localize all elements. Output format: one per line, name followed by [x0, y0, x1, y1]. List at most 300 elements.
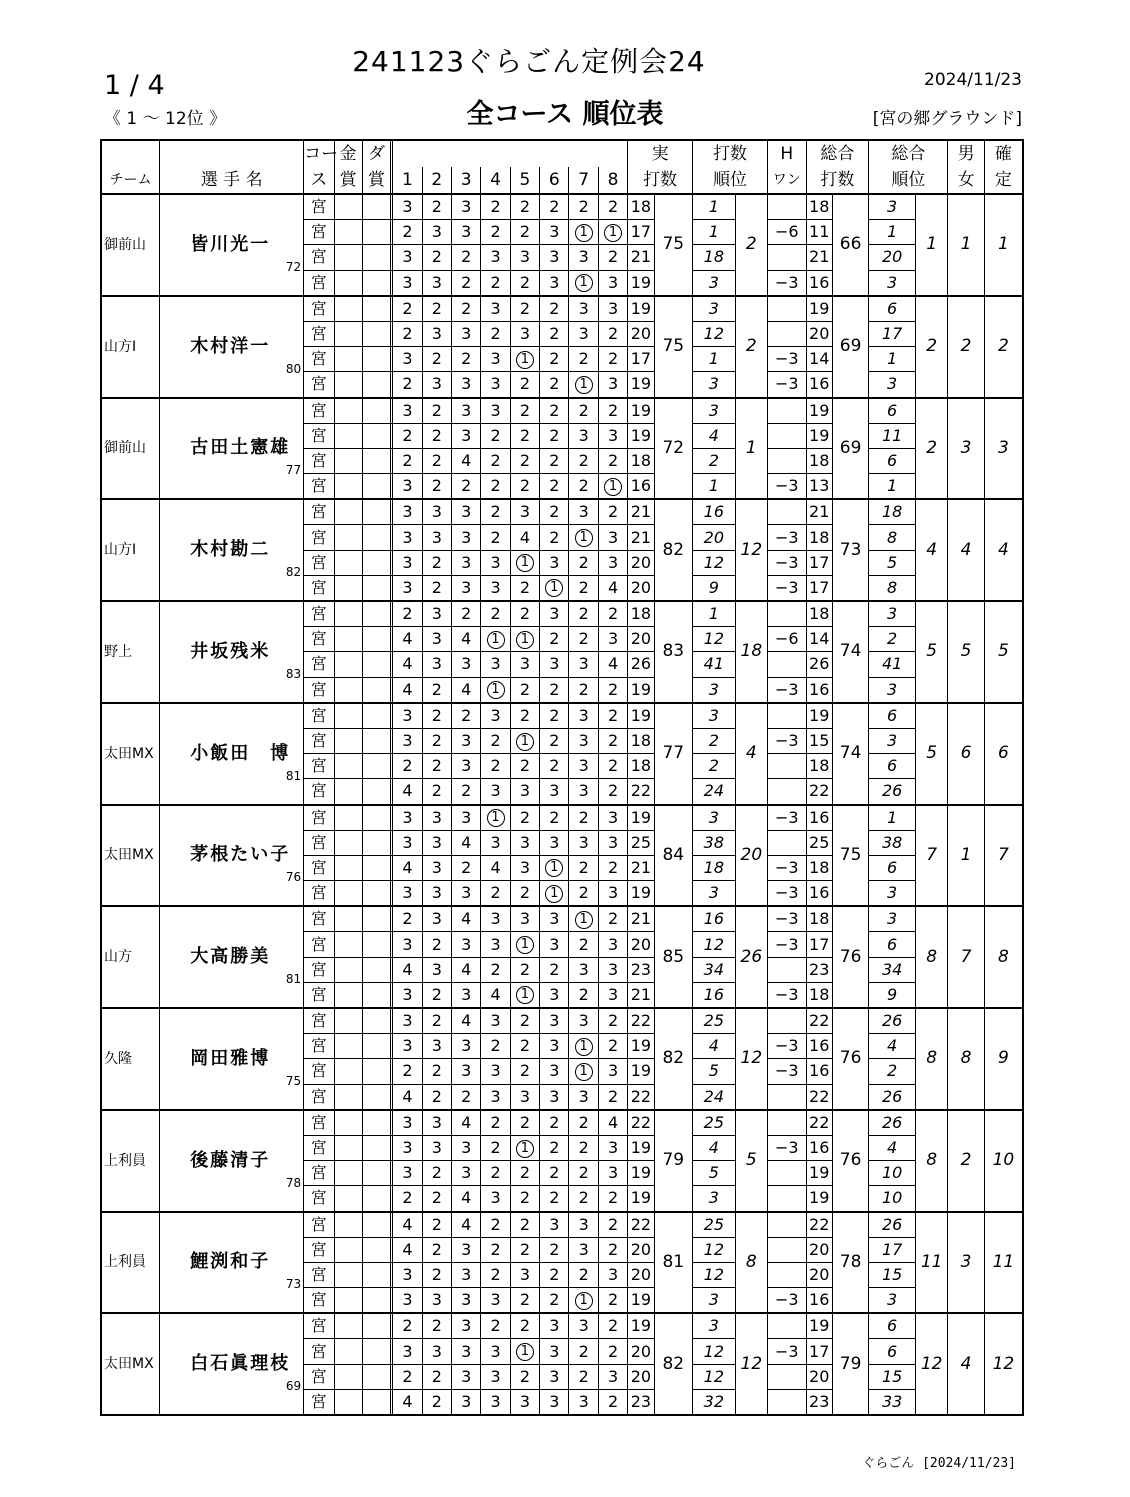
hole-score	[569, 1364, 598, 1389]
hole-score	[451, 1059, 480, 1084]
gender-rank: 1	[948, 194, 984, 296]
hole-score-value: 2	[490, 222, 501, 242]
final-rank: 11	[984, 1212, 1023, 1314]
col-strokes-rank: 打数	[693, 140, 768, 167]
hole-score	[510, 1389, 539, 1415]
round-rank: 9	[693, 575, 736, 601]
course-cell: 宮	[304, 1084, 334, 1110]
course-cell: 宮	[304, 1313, 334, 1339]
hole-score	[481, 1008, 510, 1034]
hole-score	[569, 703, 598, 729]
standings-table: コー 金 ダ 実 打数 H 総合 総合 男 確 チーム 選 手 名 ス 賞 賞 1 2 3 4 5 6 7 8 打数 順位 ワン 打数 順位 女 定 御前山 皆川光一 72 宮 3 2 3 2 2 2 2 2 18 75 1 2 18 66 3 1 1 1 宮 2 3 3 2 2 3 1 1 17 1 −6 11 1 宮 3 2 2 3 3 3 3 2 21 18 21 20 宮 3 3 2 2 2 3 1 3 19 3 −3 16 3 山方Ⅰ 木村洋一 80 宮 2 2 2 3 2 2 3 3 19 75 3 2 19 69 6 2 2 2 宮 2 3 3 2 3 2 3 2 20 12 20 17 宮 3 2 2 3 1 2 2 2 17 1 −3 14 1 宮 2 3 3 3 2 2 1 3 19 3 −3 16 3 御前山 古田土憲雄 77 宮 3 2 3 3 2 2 2 2 19 72 3 1 19 69 6 2 3 3 宮 2 2 3 2 2 2 3 3 19 4 19 11 宮 2 2 4 2 2 2 2 2 18 2 18 6 宮 3 2 2 2 2 2 2 1 16 1 −3 13 1 山方Ⅰ 木村勘二 82 宮 3 3 3 2 3 2 3 2 21 82 16 12 21 73 18 4 4 4 宮 3 3 3 2 4 2 1 3 21 20 −3 18 8 宮 3 2 3 3 1 3 2 3 20 12 −3 17 5 宮 3 2 3 3 2 1 2 4 20 9 −3 17 8 野上 井坂残米 83 宮 2 3 2 2 2 3 2 2 18 83 1 18 18 74 3 5 5 5 宮 4 3 4 1 1 2 2 3 20 12 −6 14 2 宮 4 3 3 3 3 3 3 4 26 41 26 41 宮 4 2 4 1 2 2 2 2 19 3 −3 16 3 太田MX 小飯田 博 81 宮 3 2 2 3 2 2 3 2 19 77 3 4 19 74 6 5 6 6 宮 3 2 3 2 1 2 3 2 18 2 −3 15 3 宮 2 2 3 2 2 2 3 2 18 2 18 6 宮 4 2 2 3 3 3 3 2 22 24 22 26 太田MX 茅根たい子 76 宮 3 3 3 1 2 2 2 3 19 84 3 20 −3 16 75 1 7 1 7 宮 3 3 4 3 3 3 3 3 25 38 25 38 宮 4 3 2 4 3 1 2 2 21 18 −3 18 6 宮 3 3 3 2 2 1 2 3 19 3 −3 16 3 山方 大高勝美 81 宮 2 3 4 3 3 3 1 2 21 85 16 26 −3 18 76 3 8 7 8 宮 3 2 3 3 1 3 2 3 20 12 −3 17 6 宮 4 3 4 2 2 2 3 3 23 34 23 34 宮 3 2 3 4 1 3 2 3 21 16 −3 18 9 久隆 岡田雅博 75 宮 3 2 4 3 2 3 3 2 22 82 25 12 22 76 26 8 8 9 宮 3 3 3 2 2 3 1 2 19 4 −3 16 4 宮 2 2 3 3 2 3 1 3 19 5 −3 16 2 宮 4 2 2 3 3 3 3 2 22 24 22 26 上利員 後藤清子 78 宮 3 3 4 2 2 2 2 4 22 79 25 5 22 76 26 8 2 10 宮 3 3 3 2 1 2 2 3 19 4 −3 16 4 宮 3 2 3 2 2 2 2 3 19 5 19 10 宮 2 2 4 3 2 2 2 2 19 3 19 10 上利員 鯉渕和子 73 宮 4 2 4 2 2 3 3 2 22 81 25 8 22 78 26 11 3 11 宮 4 2 3 2 2 2 3 2 20 12 20 17 宮 3 2 3 2 3 2 2 3 20 12 20 15 宮 3 3 3 3 2 2 1 2 19 3 −3 16 3 太田MX 白石眞理枝 69 宮 2 2 3 2 2 3 3 2 19 82 3 12 19 79 6 12 4 12 宮 3 3 3 3 1 3 2 2 20 12 −3 17 6 宮 2 2 3 3 2 3 2 3 20 12 20 15 宮 4 2 3 3 3 3 3 2 23 32 23 33	[100, 139, 1024, 1416]
gold-prize-cell	[334, 499, 362, 525]
hole-score	[510, 296, 539, 322]
gold-prize-cell	[334, 1389, 362, 1415]
hole-score-value: 3	[461, 883, 472, 903]
hole-score-value: 2	[431, 1188, 442, 1208]
hole-score	[510, 601, 539, 627]
round-total: 17	[806, 575, 832, 601]
hole-score-value: 2	[431, 1011, 442, 1031]
hole-score-value: 3	[549, 604, 560, 624]
hole-score-value: 3	[549, 934, 560, 954]
hole-score-value: 2	[490, 731, 501, 751]
hole-score	[510, 932, 539, 957]
hole-score-value: 2	[607, 857, 619, 877]
round-sum: 22	[628, 1008, 654, 1034]
hole-in-one-bonus	[768, 398, 807, 424]
hole-score-value: 2	[549, 629, 560, 649]
hole-score-value: 2	[519, 1036, 531, 1056]
course-cell: 宮	[304, 627, 334, 652]
hole-score-value: 3	[402, 984, 413, 1004]
round-rank: 3	[693, 296, 736, 322]
hole-in-one-score: 1	[487, 809, 505, 827]
hole-score-value: 2	[431, 1086, 442, 1106]
round-rank: 34	[693, 957, 736, 982]
page-indicator: 1 / 4	[104, 70, 165, 101]
hole-score	[393, 703, 422, 729]
hole-score-value: 2	[578, 1163, 589, 1183]
hole-score-value: 4	[461, 1214, 472, 1234]
final-rank: 1	[984, 194, 1023, 296]
da-prize-cell	[362, 1008, 390, 1034]
hole-score-value: 3	[402, 247, 413, 267]
hole-score-value: 2	[519, 705, 531, 725]
hole-score	[510, 881, 539, 907]
gold-prize-cell	[334, 652, 362, 677]
hole-score-value: 2	[578, 577, 589, 597]
hole-score-value: 2	[519, 476, 531, 496]
hole-score-value: 3	[402, 1011, 413, 1031]
hole-in-one-bonus: −3	[768, 550, 807, 575]
hole-score-value: 2	[402, 298, 413, 318]
hole-score	[510, 1084, 539, 1110]
actual-strokes: 81	[654, 1212, 693, 1314]
hole-score	[569, 652, 598, 677]
hole-score	[451, 220, 480, 245]
hole-score	[510, 830, 539, 855]
hole-score-value: 3	[402, 1112, 413, 1132]
round-total: 19	[806, 1161, 832, 1186]
hole-score-value: 3	[402, 1341, 413, 1361]
final-rank: 8	[984, 906, 1023, 1008]
team-name: 山方	[101, 906, 160, 1008]
round-total-rank: 34	[869, 957, 916, 982]
hole-score-value: 3	[402, 502, 413, 522]
hole-score	[540, 779, 569, 805]
hole-score-value: 2	[490, 1264, 501, 1284]
round-total: 26	[806, 652, 832, 677]
hole-score-value: 3	[607, 527, 619, 547]
hole-score	[598, 1237, 627, 1262]
hole-score	[540, 1110, 569, 1136]
actual-strokes: 77	[654, 703, 693, 805]
hole-in-one-bonus: −3	[768, 932, 807, 957]
hole-score	[422, 677, 451, 703]
hole-score	[569, 423, 598, 448]
round-total-rank: 4	[869, 1135, 916, 1160]
hole-score	[481, 1237, 510, 1262]
course-cell: 宮	[304, 703, 334, 729]
hole-in-one-bonus: −3	[768, 1059, 807, 1084]
hole-score	[598, 550, 627, 575]
hole-score	[481, 1212, 510, 1238]
hole-score-value: 3	[461, 731, 472, 751]
gender-rank: 7	[948, 906, 984, 1008]
strokes-rank: 8	[735, 1212, 767, 1314]
hole-score	[422, 906, 451, 932]
hole-score	[598, 1186, 627, 1212]
hole-score-value: 3	[461, 1341, 472, 1361]
hole-score	[451, 881, 480, 907]
round-total: 19	[806, 423, 832, 448]
da-prize-cell	[362, 906, 390, 932]
round-rank: 16	[693, 499, 736, 525]
hole-score-value: 4	[519, 527, 531, 547]
actual-strokes: 79	[654, 1110, 693, 1212]
hole-score	[481, 372, 510, 398]
round-rank: 12	[693, 550, 736, 575]
hole-score	[422, 1288, 451, 1314]
round-sum: 17	[628, 220, 654, 245]
gender-rank: 2	[948, 296, 984, 398]
hole-score	[598, 525, 627, 550]
hole-score	[481, 1389, 510, 1415]
total-strokes: 74	[832, 601, 868, 703]
hole-in-one-bonus: −3	[768, 474, 807, 500]
hole-score-value: 2	[431, 552, 442, 572]
round-total: 22	[806, 1084, 832, 1110]
hole-score-value: 2	[490, 1214, 501, 1234]
round-total: 18	[806, 194, 832, 220]
hole-score-value: 2	[607, 909, 619, 929]
round-rank: 18	[693, 855, 736, 880]
hole-score-value: 2	[519, 1163, 531, 1183]
hole-score	[569, 474, 598, 500]
hole-score-value: 2	[431, 425, 442, 445]
round-total-rank: 3	[869, 372, 916, 398]
total-strokes: 78	[832, 1212, 868, 1314]
hole-in-one-bonus	[768, 1313, 807, 1339]
da-prize-cell	[362, 499, 390, 525]
gold-prize-cell	[334, 575, 362, 601]
hole-score-value: 2	[578, 1264, 589, 1284]
hole-score	[540, 575, 569, 601]
hole-score-value: 4	[402, 857, 413, 877]
hole-score-value: 3	[490, 1011, 501, 1031]
round-rank: 4	[693, 1034, 736, 1059]
hole-score	[451, 474, 480, 500]
hole-score-value: 2	[607, 731, 619, 751]
hole-score-value: 2	[461, 1086, 472, 1106]
hole-score	[510, 270, 539, 296]
hole-score-value: 2	[578, 450, 589, 470]
round-sum: 20	[628, 550, 654, 575]
player-name: 白石眞理枝	[190, 1353, 291, 1375]
da-prize-cell	[362, 881, 390, 907]
hole-score	[451, 1212, 480, 1238]
hole-score-value: 3	[431, 374, 442, 394]
hole-score	[422, 347, 451, 372]
course-cell: 宮	[304, 1389, 334, 1415]
round-sum: 20	[628, 1262, 654, 1287]
hole-score	[422, 550, 451, 575]
col-actual: 実	[628, 140, 693, 167]
gold-prize-cell	[334, 398, 362, 424]
round-sum: 22	[628, 1084, 654, 1110]
hole-score	[481, 270, 510, 296]
round-rank: 24	[693, 779, 736, 805]
hole-score	[422, 1084, 451, 1110]
course-cell: 宮	[304, 754, 334, 779]
hole-score	[393, 677, 422, 703]
hole-score-value: 2	[578, 934, 589, 954]
hole-score	[393, 1084, 422, 1110]
hole-score-value: 3	[431, 272, 442, 292]
round-total: 19	[806, 703, 832, 729]
round-total: 19	[806, 1313, 832, 1339]
round-total-rank: 6	[869, 296, 916, 322]
hole-score	[393, 1212, 422, 1238]
total-rank: 8	[915, 906, 947, 1008]
hole-score-value: 2	[519, 1290, 531, 1310]
hole-in-one-bonus	[768, 1084, 807, 1110]
hole-score-value: 2	[402, 324, 413, 344]
da-prize-cell	[362, 1262, 390, 1287]
gold-prize-cell	[334, 1364, 362, 1389]
round-rank: 4	[693, 1135, 736, 1160]
hole-score-value: 2	[549, 324, 560, 344]
hole-in-one-bonus	[768, 1262, 807, 1287]
hole-score	[510, 1161, 539, 1186]
hole-in-one-bonus	[768, 703, 807, 729]
hole-score-value: 2	[549, 807, 560, 827]
round-sum: 18	[628, 601, 654, 627]
hole-in-one-score: 1	[575, 224, 593, 242]
hole-score	[569, 194, 598, 220]
gold-prize-cell	[334, 1237, 362, 1262]
round-sum: 18	[628, 728, 654, 753]
hole-score-value: 2	[519, 1214, 531, 1234]
player-name: 岡田雅博	[190, 1047, 271, 1069]
hole-score-value: 4	[607, 654, 619, 674]
da-prize-cell	[362, 474, 390, 500]
round-total-rank: 6	[869, 754, 916, 779]
round-rank: 2	[693, 754, 736, 779]
hole-score-value: 2	[607, 1341, 619, 1361]
round-total: 16	[806, 1288, 832, 1314]
hole-score-value: 2	[607, 197, 619, 217]
round-total: 20	[806, 1262, 832, 1287]
da-prize-cell	[362, 728, 390, 753]
course-cell: 宮	[304, 220, 334, 245]
hole-score	[540, 474, 569, 500]
hole-score	[569, 957, 598, 982]
hole-score-value: 3	[461, 527, 472, 547]
hole-score-value: 3	[461, 1316, 472, 1336]
hole-score	[422, 321, 451, 346]
hole-score	[598, 1212, 627, 1238]
round-total: 23	[806, 1389, 832, 1415]
hole-score	[451, 194, 480, 220]
hole-score-value: 3	[461, 400, 472, 420]
hole-score-value: 3	[519, 654, 531, 674]
hole-score-value: 3	[431, 1341, 442, 1361]
hole-score	[481, 474, 510, 500]
da-prize-cell	[362, 245, 390, 270]
gold-prize-cell	[334, 347, 362, 372]
hole-score-value: 3	[431, 1036, 442, 1056]
hole-score	[598, 1364, 627, 1389]
round-total-rank: 38	[869, 830, 916, 855]
hole-score-value: 3	[402, 1163, 413, 1183]
round-sum: 19	[628, 805, 654, 831]
hole-score	[510, 957, 539, 982]
hole-score	[569, 779, 598, 805]
round-sum: 19	[628, 270, 654, 296]
total-rank: 2	[915, 296, 947, 398]
hole-score	[540, 652, 569, 677]
course-cell: 宮	[304, 1212, 334, 1238]
hole-score-value: 3	[461, 934, 472, 954]
gold-prize-cell	[334, 321, 362, 346]
gold-prize-cell	[334, 932, 362, 957]
hole-score	[451, 779, 480, 805]
hole-score-value: 3	[549, 1214, 560, 1234]
hole-score	[481, 1084, 510, 1110]
round-total-rank: 20	[869, 245, 916, 270]
team-name: 上利員	[101, 1110, 160, 1212]
hole-score	[422, 805, 451, 831]
player-name-cell	[160, 1212, 304, 1314]
hole-score	[481, 703, 510, 729]
hole-score-value: 3	[519, 1264, 531, 1284]
hole-score	[510, 347, 539, 372]
da-prize-cell	[362, 398, 390, 424]
round-rank: 5	[693, 1059, 736, 1084]
hole-in-one-score: 1	[516, 986, 534, 1004]
total-rank: 8	[915, 1110, 947, 1212]
round-sum: 19	[628, 881, 654, 907]
round-total-rank: 26	[869, 1212, 916, 1238]
col-player: 選 手 名	[160, 167, 304, 194]
hole-score-value: 2	[519, 1061, 531, 1081]
hole-score-value: 3	[578, 298, 589, 318]
player-handicap: 82	[285, 565, 302, 579]
round-rank: 3	[693, 372, 736, 398]
hole-score-value: 2	[461, 781, 472, 801]
hole-score-value: 2	[549, 679, 560, 699]
hole-score-value: 2	[578, 883, 589, 903]
hole-score-value: 3	[402, 400, 413, 420]
hole-score-value: 2	[519, 298, 531, 318]
hole-score	[422, 398, 451, 424]
hole-in-one-bonus: −3	[768, 728, 807, 753]
hole-score-value: 3	[402, 731, 413, 751]
hole-score-value: 2	[549, 450, 560, 470]
round-total: 18	[806, 601, 832, 627]
team-name: 野上	[101, 601, 160, 703]
hole-in-one-bonus: −6	[768, 627, 807, 652]
hole-score	[569, 347, 598, 372]
hole-score-value: 2	[519, 1239, 531, 1259]
team-name: 太田MX	[101, 1313, 160, 1415]
hole-score-value: 3	[607, 1163, 619, 1183]
da-prize-cell	[362, 525, 390, 550]
hole-score-value: 3	[461, 222, 472, 242]
round-total-rank: 3	[869, 194, 916, 220]
gender-rank: 2	[948, 1110, 984, 1212]
round-sum: 18	[628, 448, 654, 473]
total-rank: 11	[915, 1212, 947, 1314]
hole-score-value: 3	[578, 247, 589, 267]
gold-prize-cell	[334, 1110, 362, 1136]
hole-score-value: 4	[402, 679, 413, 699]
round-sum: 19	[628, 1059, 654, 1084]
hole-score-value: 3	[490, 247, 501, 267]
gold-prize-cell	[334, 1084, 362, 1110]
hole-score-value: 3	[490, 1188, 501, 1208]
hole-score-value: 2	[578, 984, 589, 1004]
hole-score-value: 3	[461, 654, 472, 674]
hole-score	[540, 1212, 569, 1238]
hole-score	[481, 423, 510, 448]
round-total: 20	[806, 1364, 832, 1389]
course-cell: 宮	[304, 474, 334, 500]
hole-in-one-bonus	[768, 957, 807, 982]
hole-score	[481, 1161, 510, 1186]
hole-score-value: 3	[490, 1290, 501, 1310]
strokes-rank: 4	[735, 703, 767, 805]
hole-score-value: 4	[461, 450, 472, 470]
hole-score-value: 2	[607, 604, 619, 624]
course-cell: 宮	[304, 1161, 334, 1186]
hole-score-value: 2	[549, 374, 560, 394]
hole-score	[598, 652, 627, 677]
hole-score	[598, 1110, 627, 1136]
hole-score-value: 2	[431, 450, 442, 470]
hole-score-value: 2	[549, 502, 560, 522]
gender-rank: 5	[948, 601, 984, 703]
hole-score	[540, 448, 569, 473]
da-prize-cell	[362, 779, 390, 805]
hole-score	[598, 1084, 627, 1110]
hole-score-value: 3	[461, 984, 472, 1004]
hole-in-one-score: 1	[575, 1063, 593, 1081]
hole-score-value: 2	[490, 756, 501, 776]
gold-prize-cell	[334, 270, 362, 296]
hole-score	[481, 398, 510, 424]
hole-score	[540, 499, 569, 525]
hole-score	[481, 525, 510, 550]
round-total-rank: 2	[869, 627, 916, 652]
gold-prize-cell	[334, 1339, 362, 1364]
gold-prize-cell	[334, 830, 362, 855]
gold-prize-cell	[334, 1034, 362, 1059]
round-sum: 21	[628, 982, 654, 1008]
standings-body	[101, 194, 1023, 1415]
hole-score-value: 2	[431, 1239, 442, 1259]
hole-score	[422, 779, 451, 805]
table-row	[101, 1008, 1023, 1034]
hole-score-value: 2	[490, 1163, 501, 1183]
hole-score-value: 3	[578, 1316, 589, 1336]
strokes-rank: 20	[735, 805, 767, 907]
hole-score-value: 4	[607, 1112, 619, 1132]
hole-score-value: 3	[578, 1011, 589, 1031]
hole-score-value: 3	[607, 425, 619, 445]
round-total-rank: 1	[869, 347, 916, 372]
